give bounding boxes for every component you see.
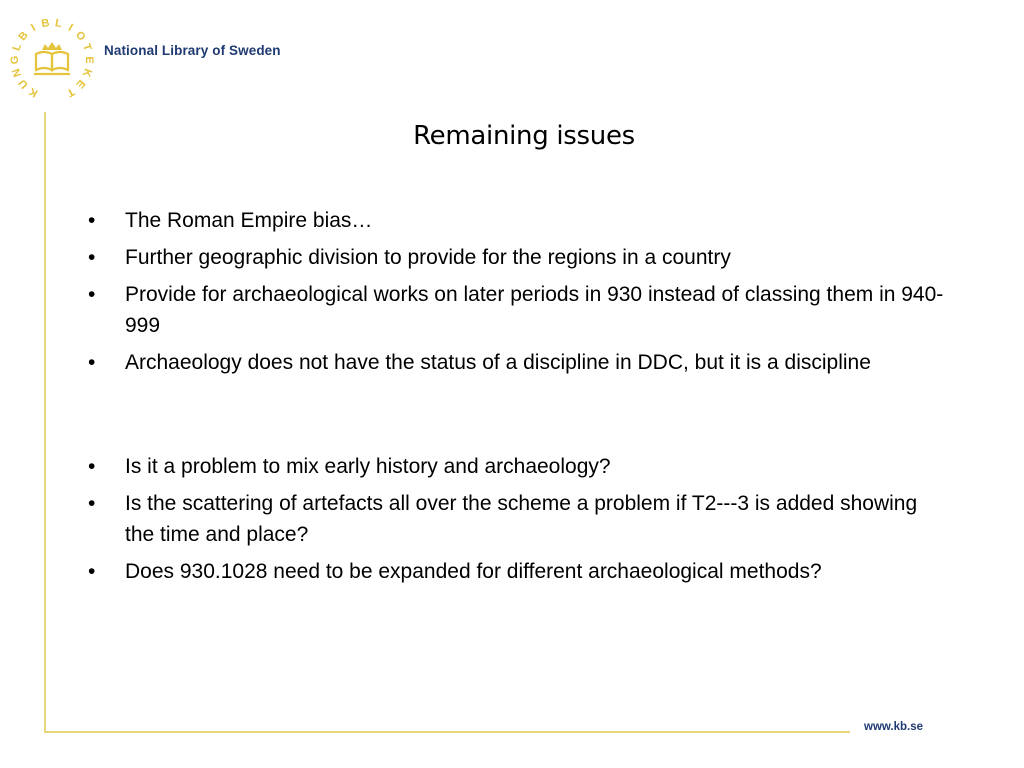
bullet-list-primary bbox=[88, 205, 948, 384]
seal-letter: N bbox=[10, 66, 25, 79]
bullet-text: Is it a problem to mix early history and archaeology? bbox=[125, 455, 611, 478]
bullet-text: Provide for archaeological works on later periods in 930 instead of classing them in 940-999 bbox=[125, 283, 944, 337]
bullet-icon: • bbox=[88, 455, 96, 478]
seal-letter: E bbox=[73, 77, 88, 91]
org-name: National Library of Sweden bbox=[104, 43, 281, 58]
frame-line-vertical bbox=[44, 112, 46, 733]
bullet-item bbox=[88, 205, 948, 236]
seal-letter: G bbox=[9, 55, 21, 65]
bullet-text: Does 930.1028 need to be expanded for different archaeological methods? bbox=[125, 560, 822, 583]
bullet-item bbox=[88, 242, 948, 273]
seal-letter: U bbox=[16, 76, 31, 91]
crown-icon bbox=[42, 42, 62, 50]
bullet-text: Is the scattering of artefacts all over the scheme a problem if T2---3 is added showing the time and place? bbox=[125, 492, 918, 546]
slide-title: Remaining issues bbox=[413, 121, 635, 151]
bullet-item bbox=[88, 556, 948, 587]
bullet-icon: • bbox=[88, 351, 96, 374]
book-icon bbox=[34, 52, 70, 74]
bullet-icon: • bbox=[88, 492, 96, 515]
bullet-icon: • bbox=[88, 560, 96, 583]
seal-letter: L bbox=[10, 42, 25, 53]
bullet-item bbox=[88, 488, 948, 550]
seal-letter: K bbox=[27, 84, 40, 100]
seal-letter: B bbox=[40, 16, 51, 31]
seal-letter: I bbox=[29, 22, 38, 34]
bullet-text: The Roman Empire bias… bbox=[125, 209, 373, 232]
bullet-icon: • bbox=[88, 246, 96, 269]
bullet-text: Further geographic division to provide for the regions in a country bbox=[125, 246, 731, 269]
seal-letter: K bbox=[79, 66, 94, 79]
seal-letter: L bbox=[54, 17, 63, 31]
bullet-list-questions bbox=[88, 451, 948, 593]
bullet-text: Archaeology does not have the status of a discipline in DDC, but it is a discipline bbox=[125, 351, 871, 374]
footer-url: www.kb.se bbox=[864, 721, 924, 733]
seal-letter: T bbox=[79, 42, 94, 53]
bullet-item bbox=[88, 451, 948, 482]
bullet-item bbox=[88, 279, 948, 341]
seal-letter: T bbox=[64, 85, 77, 99]
frame-line-horizontal bbox=[44, 731, 850, 733]
seal-letter: E bbox=[83, 56, 95, 64]
seal-letter: O bbox=[72, 29, 88, 44]
seal-letter: I bbox=[66, 22, 75, 34]
bullet-item bbox=[88, 347, 948, 378]
bullet-icon: • bbox=[88, 209, 96, 232]
bullet-icon: • bbox=[88, 283, 96, 306]
seal-letter: B bbox=[16, 29, 31, 44]
kungl-biblioteket-seal-logo bbox=[6, 14, 98, 106]
